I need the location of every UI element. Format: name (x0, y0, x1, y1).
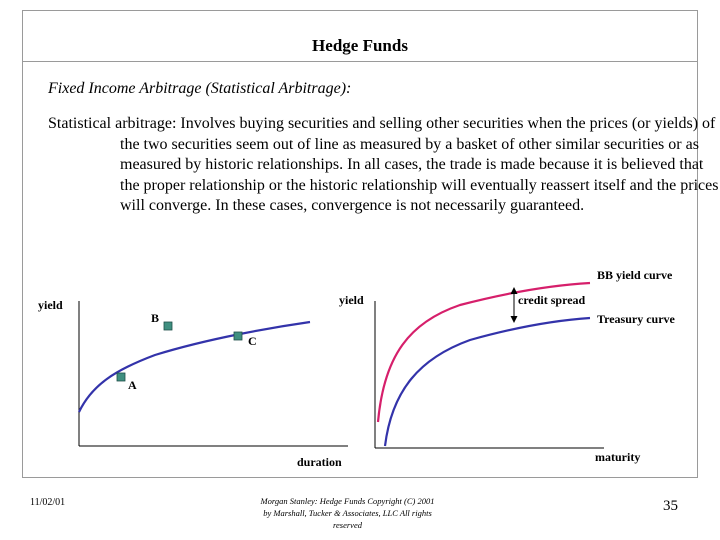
point-a-label: A (128, 378, 137, 392)
point-b-label: B (151, 311, 160, 325)
copyright-line-1: Morgan Stanley: Hedge Funds Copyright (C) 2001 (260, 496, 435, 506)
point-c-marker (234, 332, 242, 340)
left-yield-curve (79, 322, 310, 412)
arrow-head-down (511, 316, 518, 323)
right-y-axis-label: yield (339, 293, 364, 307)
treasury-curve-label: Treasury curve (597, 312, 675, 326)
footer-date: 11/02/01 (30, 497, 66, 508)
left-y-axis-label: yield (38, 298, 63, 312)
footer-copyright (225, 495, 470, 531)
slide-title: Hedge Funds (312, 36, 408, 55)
point-c-label: C (248, 334, 257, 348)
treasury-curve (385, 318, 590, 446)
copyright-line-2: by Marshall, Tucker & Associates, LLC All rights (263, 508, 432, 518)
left-x-axis-label: duration (297, 455, 342, 469)
point-a-marker (117, 373, 125, 381)
credit-spread-label: credit spread (518, 293, 586, 307)
arrow-head-up (511, 287, 518, 294)
page-number: 35 (663, 498, 678, 514)
copyright-line-3: reserved (333, 520, 362, 530)
body-paragraph: Statistical arbitrage: Involves buying securities and selling other securities when the prices (or yields) of the two securities seem out of line as measured by a basket of other similar securities or as measured by historic relationships. In all cases, the trade is made because it is believed that the proper relationship or the historic relationship will eventually reassert itself and the prices will converge. In these cases, convergence is not necessarily guaranteed. (48, 115, 719, 214)
right-x-axis-label: maturity (595, 450, 641, 464)
slide-subtitle: Fixed Income Arbitrage (Statistical Arbitrage): (48, 80, 352, 97)
left-chart (79, 301, 348, 446)
point-b-marker (164, 322, 172, 330)
bb-curve-label: BB yield curve (597, 268, 673, 282)
